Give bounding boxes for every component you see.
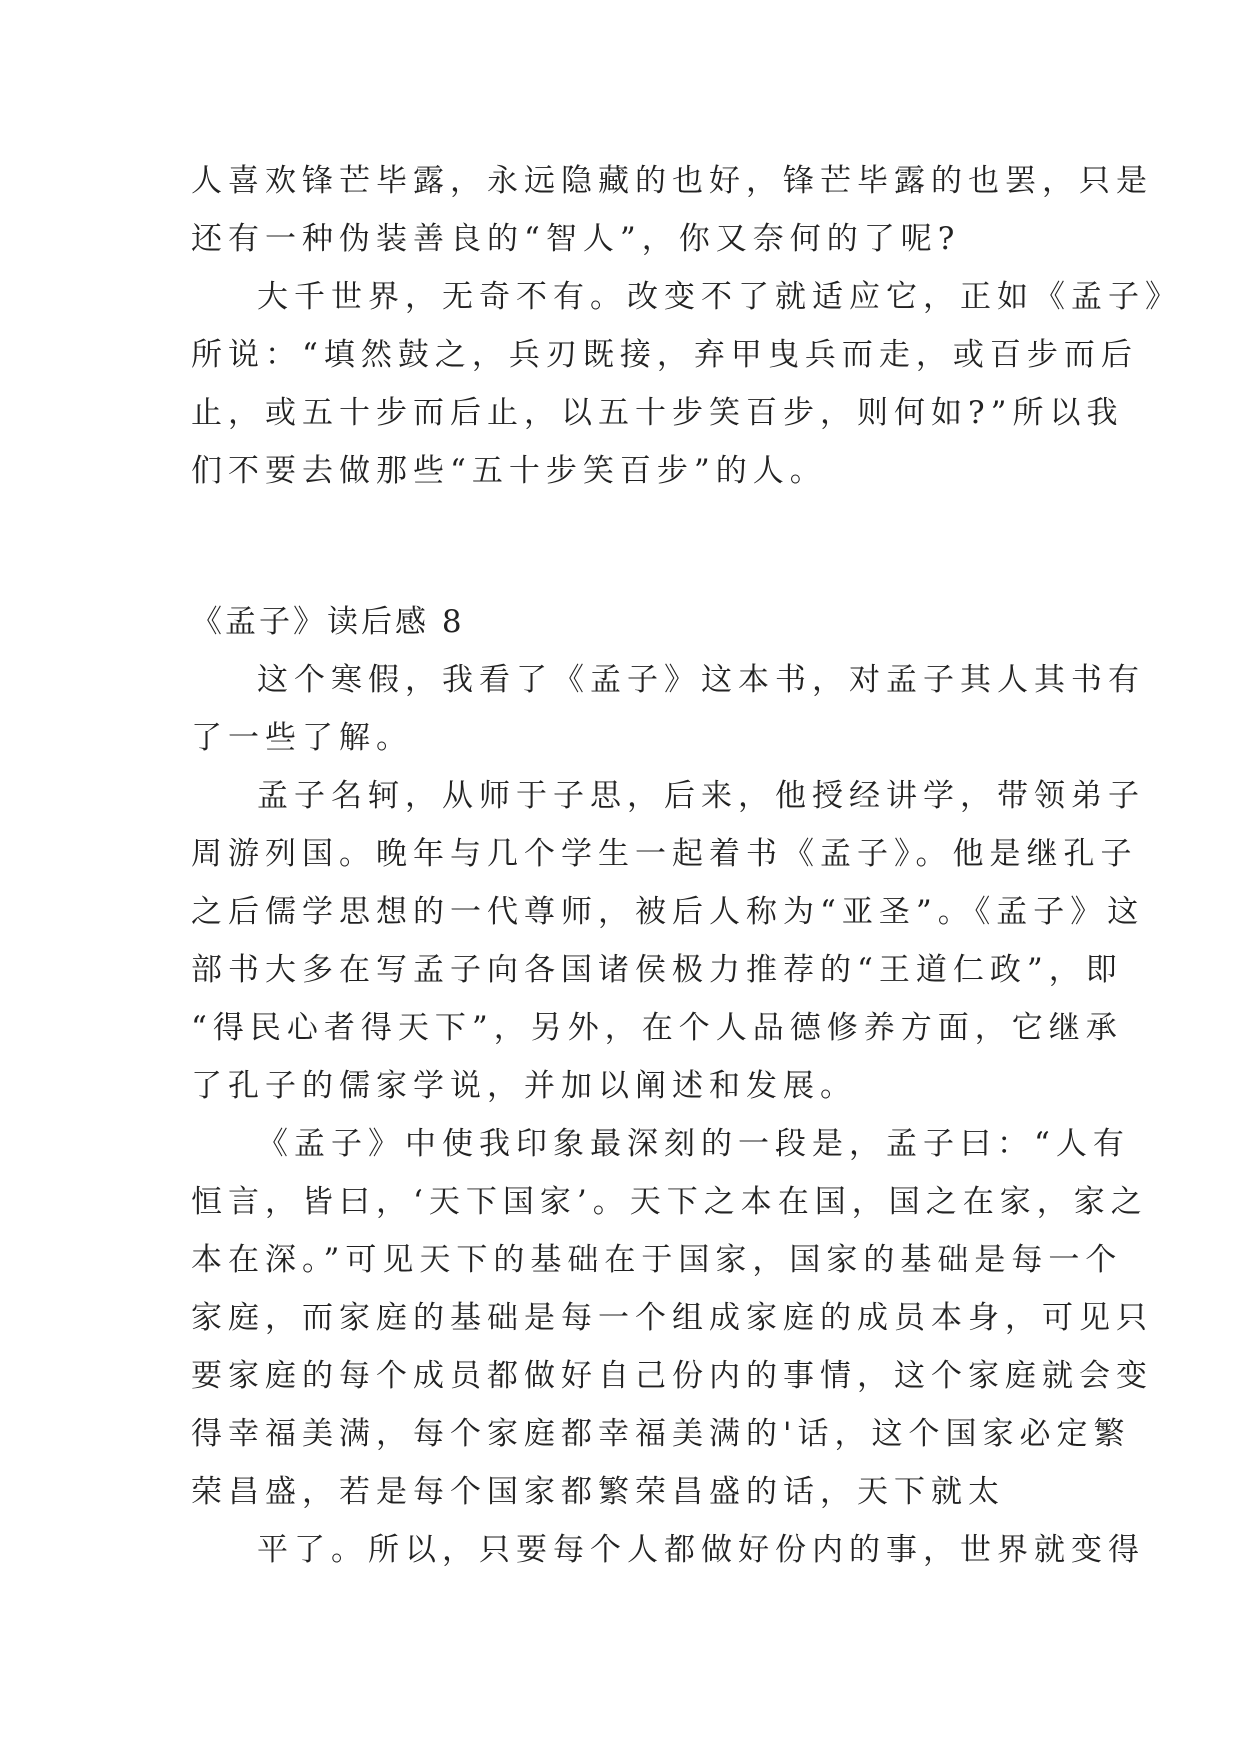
paragraph (191, 268, 1182, 500)
text-line: 了孔子的儒家学说，并加以阐述和发展。 (191, 1068, 857, 1104)
text-line: “得民心者得天下”，另外，在个人品德修养方面，它继承 (191, 1010, 1123, 1046)
paragraph (191, 651, 1145, 767)
text-line: 大千世界，无奇不有。改变不了就适应它，正如《孟子》 (257, 279, 1182, 315)
text-line: 了一些了解。 (191, 720, 413, 756)
text-line: 们不要去做那些“五十步笑百步”的人。 (191, 453, 827, 489)
text-line: 部书大多在写孟子向各国诸侯极力推荐的“王道仁政”，即 (191, 952, 1123, 988)
text-line: 周游列国。晚年与几个学生一起着书《孟子》。他是继孔子 (191, 836, 1138, 872)
paragraph (191, 1521, 1145, 1579)
text-line: 恒言，皆曰，‘天下国家’。天下之本在国，国之在家，家之 (191, 1184, 1148, 1220)
section-title: 《孟子》读后感 8 (191, 604, 465, 640)
text-line: 平了。所以，只要每个人都做好份内的事，世界就变得 (257, 1532, 1145, 1568)
text-line: 得幸福美满，每个家庭都幸福美满的'话，这个国家必定繁 (191, 1416, 1131, 1452)
section-spacer (191, 500, 1053, 593)
paragraph (191, 1115, 1153, 1521)
paragraph-continuation (191, 152, 1153, 268)
text-line: 所说：“填然鼓之，兵刃既接，弃甲曳兵而走，或百步而后 (191, 337, 1138, 373)
text-line: 荣昌盛，若是每个国家都繁荣昌盛的话，天下就太 (191, 1474, 1005, 1510)
text-line: 这个寒假，我看了《孟子》这本书，对孟子其人其书有 (257, 662, 1145, 698)
text-line: 止，或五十步而后止，以五十步笑百步，则何如?”所以我 (191, 395, 1124, 431)
text-line: 本在深。”可见天下的基础在于国家，国家的基础是每一个 (191, 1242, 1123, 1278)
text-line: 人喜欢锋芒毕露，永远隐藏的也好，锋芒毕露的也罢，只是 (191, 163, 1153, 199)
text-line: 之后儒学思想的一代尊师，被后人称为“亚圣”。《孟子》这 (191, 894, 1145, 930)
text-line: 家庭，而家庭的基础是每一个组成家庭的成员本身，可见只 (191, 1300, 1153, 1336)
text-line: 《孟子》中使我印象最深刻的一段是，孟子曰：“人有 (257, 1126, 1130, 1162)
document-body (191, 152, 1182, 1579)
paragraph (191, 767, 1145, 1115)
text-line: 孟子名轲，从师于子思，后来，他授经讲学，带领弟子 (257, 778, 1145, 814)
text-line: 要家庭的每个成员都做好自己份内的事情，这个家庭就会变 (191, 1358, 1153, 1394)
text-line: 还有一种伪装善良的“智人”，你又奈何的了呢? (191, 221, 961, 257)
